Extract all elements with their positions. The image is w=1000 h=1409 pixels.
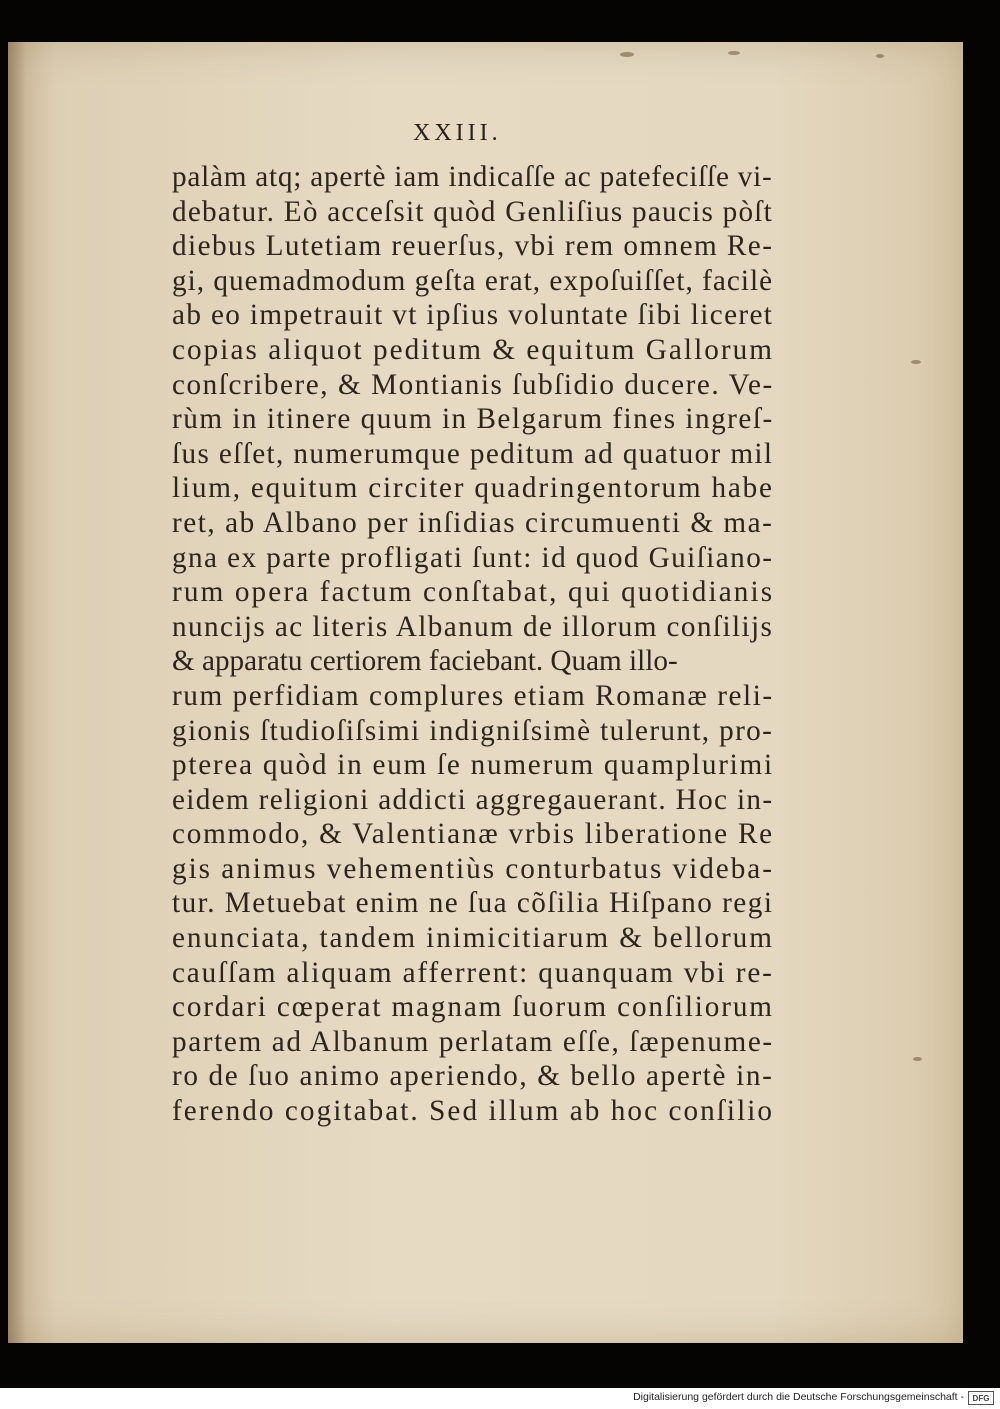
text-line: rum opera factum conſtabat, qui quotidianis [172, 576, 775, 609]
digitization-credit: Digitalisierung gefördert durch die Deutsche Forschungsgemeinschaft - [633, 1391, 964, 1403]
text-line: palàm atq; apertè iam indicaſſe ac patefeciſſe vi- [172, 161, 773, 193]
stain-mark [911, 360, 921, 364]
text-line: ro de ſuo animo aperiendo, & bello apertè in- [172, 1060, 774, 1093]
footer-bar [0, 1388, 1000, 1409]
text-line: gi, quemadmodum geſta erat, expoſuiſſet, facilè [172, 264, 774, 297]
text-line: gionis ſtudioſiſsimi indigniſsimè tulerunt, pro- [172, 714, 774, 747]
text-line: debatur. Eò acceſsit quòd Genliſius paucis pòſt [172, 195, 774, 228]
text-line: ab eo impetrauit vt ipſius voluntate ſibi liceret [172, 299, 774, 332]
text-line: pterea quòd in eum ſe numerum quamplurimi [172, 749, 774, 782]
text-line: gna ex parte profligati ſunt: id quod Guiſiano- [172, 541, 774, 574]
text-line: partem ad Albanum perlatam eſſe, ſæpenume- [172, 1025, 774, 1058]
text-line: tur. Metuebat enim ne ſua cõſilia Hiſpano regi [172, 887, 774, 920]
text-line: ſus eſſet, numerumque peditum ad quatuor mil [172, 437, 774, 470]
stain-mark [876, 54, 884, 58]
text-line: enunciata, tandem inimicitiarum & bellorum [172, 922, 774, 955]
text-line: lium, equitum circiter quadringentorum habe [172, 472, 774, 505]
text-line: cordari cœperat magnam ſuorum conſiliorum [172, 991, 774, 1024]
stain-mark [620, 52, 634, 57]
stain-mark [913, 1057, 922, 1061]
text-line: rum perfidiam complures etiam Romanæ reli- [172, 679, 774, 712]
dfg-logo: DFG [968, 1391, 994, 1405]
text-line: diebus Lutetiam reuerſus, vbi rem omnem Re- [172, 230, 774, 263]
text-line: & apparatu certiorem faciebant. Quam illo- [172, 645, 678, 678]
folio-number: XXIII. [413, 120, 502, 146]
text-line: commodo, & Valentianæ vrbis liberatione Re [172, 818, 774, 851]
text-line: nuncijs ac literis Albanum de illorum conſilijs [172, 610, 774, 643]
text-line: copias aliquot peditum & equitum Gallorum [172, 333, 775, 366]
text-line: ret, ab Albano per inſidias circumuenti & ma- [172, 506, 774, 539]
body-text [172, 160, 775, 1129]
text-line: ferendo cogitabat. Sed illum ab hoc conſilio [172, 1095, 775, 1128]
text-line: conſcribere, & Montianis ſubſidio ducere. Ve- [172, 368, 774, 401]
text-line: cauſſam aliquam afferrent: quanquam vbi re- [172, 956, 774, 989]
text-line: eidem religioni addicti aggregauerant. Hoc in- [172, 783, 774, 816]
stain-mark [728, 51, 740, 55]
text-line: gis animus vehementiùs conturbatus videba- [172, 852, 774, 885]
text-line: rùm in itinere quum in Belgarum fines ingreſ- [172, 403, 774, 436]
